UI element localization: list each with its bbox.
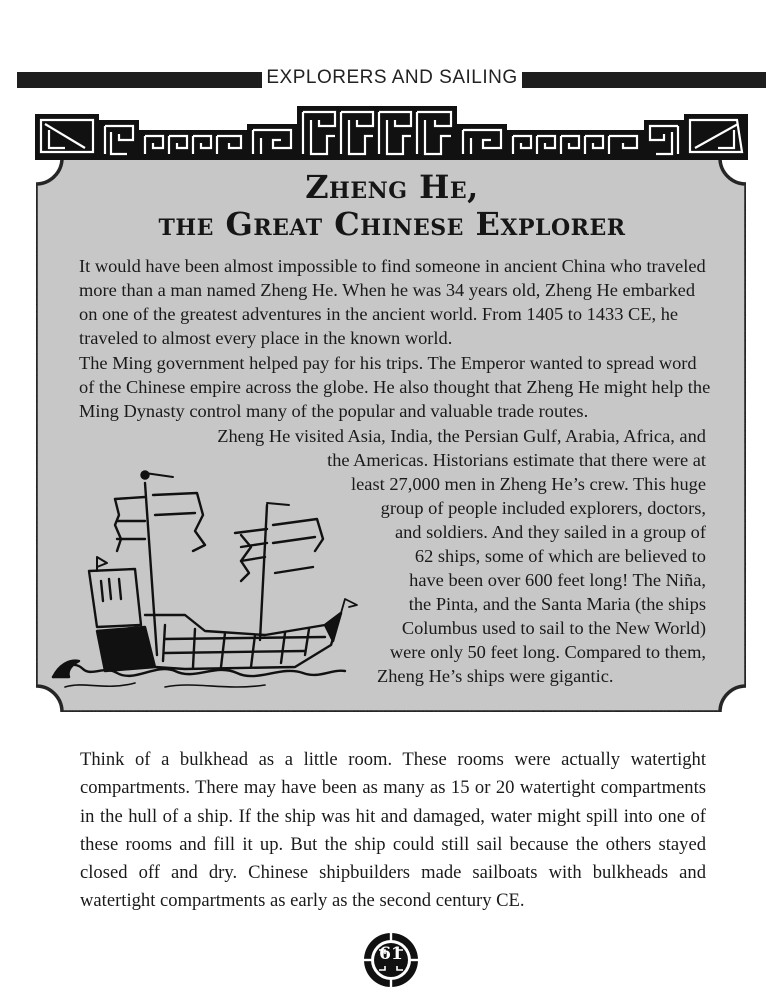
- sidebar-paragraph-1: It would have been almost impossible to find someone in ancient China who traveled more than a man named Zheng He. When he was 34 years old, Zheng He embarked on one of the greatest adventures in the ancient world. From 1405 to 1433 CE, he traveled to almost every place in the known world.: [79, 256, 706, 348]
- sidebar-title-line2: the Great Chinese Explorer: [158, 205, 626, 243]
- chinese-junk-ship-illustration: [45, 455, 365, 695]
- wrapped-line: Columbus used to sail to the New World): [401, 618, 706, 638]
- chinese-fretwork-border: [35, 106, 748, 160]
- wrapped-line: 62 ships, some of which are believed to: [414, 546, 706, 566]
- page-number: 61: [379, 944, 403, 964]
- wrapped-line: least 27,000 men in Zheng He’s crew. This huge: [351, 474, 706, 494]
- body-paragraph: Think of a bulkhead as a little room. These rooms were actually watertight compartments. There may have been as many as 15 or 20 watertight compartments in the hull of a ship. If the ship was hit and damaged, water might spill into one of these rooms and fill it up. But the ship could still sail because the others stayed closed off and dry. Chinese shipbuilders made sailboats with bulkheads and watertight compartments as early as the second century CE.: [80, 749, 706, 912]
- section-title: EXPLORERS AND SAILING: [266, 67, 518, 88]
- sidebar-paragraph-2: The Ming government helped pay for his trips. The Emperor wanted to spread word of the Chinese empire across the globe. He also thought that Zheng He might help the Ming Dynasty control many of the popular and valuable trade routes.: [79, 353, 711, 421]
- wrapped-line: Zheng He’s ships were gigantic.: [377, 666, 614, 686]
- wrapped-line: the Americas. Historians estimate that there were at: [327, 450, 706, 470]
- wrapped-line: group of people included explorers, doctors,: [380, 498, 706, 518]
- wrapped-line: the Pinta, and the Santa Maria (the ships: [408, 594, 706, 614]
- wrapped-line: Zheng He visited Asia, India, the Persian Gulf, Arabia, Africa, and: [217, 426, 706, 446]
- wrapped-line: and soldiers. And they sailed in a group of: [394, 522, 706, 542]
- wrapped-line: were only 50 feet long. Compared to them,: [389, 642, 706, 662]
- wrapped-line: have been over 600 feet long! The Niña,: [409, 570, 706, 590]
- sidebar-title-line1: Zheng He,: [305, 168, 479, 206]
